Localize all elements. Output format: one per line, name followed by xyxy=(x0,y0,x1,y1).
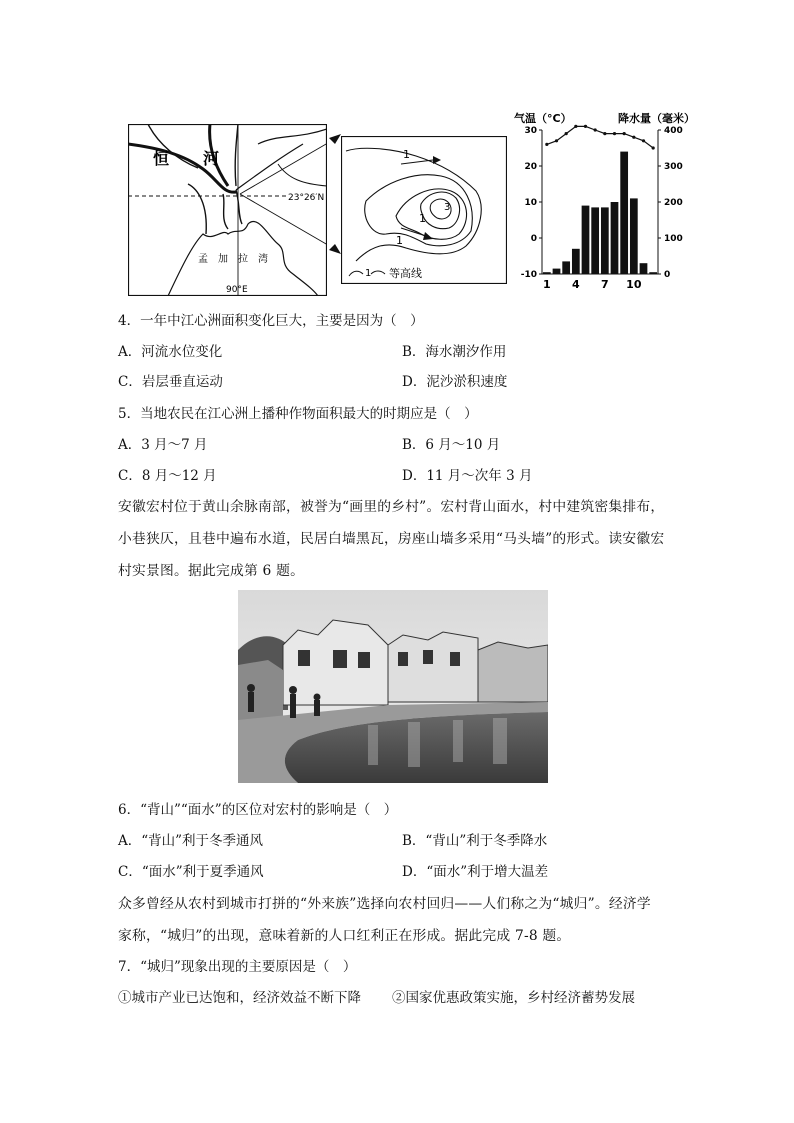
precip-bar xyxy=(601,207,609,274)
contour-label-1c: 1 xyxy=(396,234,403,247)
month-tick-label: 10 xyxy=(626,278,642,291)
precip-bar xyxy=(562,261,570,274)
legend-contour-value: 1 xyxy=(365,268,372,279)
bay-label-4: 湾 xyxy=(258,254,268,265)
precip-bar xyxy=(572,249,580,274)
q6-option-b[interactable]: B．“背山”利于冬季降水 xyxy=(402,833,548,849)
temperature-point xyxy=(594,128,597,131)
river-label-he: 河 xyxy=(203,149,220,168)
precip-bar xyxy=(649,272,657,274)
q4-option-a[interactable]: A．河流水位变化 xyxy=(118,344,223,360)
q6-option-c[interactable]: C．“面水”利于夏季通风 xyxy=(118,864,264,880)
q7-option-1[interactable]: ①城市产业已达饱和，经济效益不断下降 xyxy=(118,990,361,1006)
longitude-label: 90°E xyxy=(226,285,248,295)
precip-tick-label: 300 xyxy=(664,162,683,172)
q7-option-2[interactable]: ②国家优惠政策实施，乡村经济蓄势发展 xyxy=(392,990,635,1006)
precip-tick-label: 400 xyxy=(664,126,683,136)
passage2-line1: 众多曾经从农村到城市打拼的“外来族”选择向农村回归——人们称之为“城归”。经济学 xyxy=(118,896,651,912)
climate-chart xyxy=(512,108,702,296)
temp-tick-label: -10 xyxy=(520,270,537,280)
q6-option-d[interactable]: D．“面水”利于增大温差 xyxy=(402,864,549,880)
contour-label-3: 3 xyxy=(444,202,451,213)
q7-stem: 7．“城归”现象出现的主要原因是（ ） xyxy=(118,959,357,975)
temperature-point xyxy=(584,125,587,128)
temperature-point xyxy=(555,139,558,142)
climate-left-title: 气温（°C） xyxy=(514,112,572,125)
precip-bar xyxy=(611,202,619,274)
q5-option-a[interactable]: A．3 月～7 月 xyxy=(118,437,208,453)
precip-bar xyxy=(553,269,561,274)
q5-option-d[interactable]: D．11 月～次年 3 月 xyxy=(402,468,533,484)
precip-tick-label: 0 xyxy=(664,270,671,280)
month-tick-label: 1 xyxy=(543,278,551,291)
climate-right-title: 降水量（毫米） xyxy=(618,112,695,125)
passage1-line3: 村实景图。据此完成第 6 题。 xyxy=(118,563,305,579)
temperature-point xyxy=(623,132,626,135)
temperature-point xyxy=(632,136,635,139)
temperature-point xyxy=(545,143,548,146)
passage1-line1: 安徽宏村位于黄山余脉南部，被誉为“画里的乡村”。宏村背山面水，村中建筑密集排布， xyxy=(118,499,665,515)
river-label-heng: 恒 xyxy=(153,149,170,168)
q4-option-c[interactable]: C．岩层垂直运动 xyxy=(118,374,223,390)
month-tick-label: 4 xyxy=(572,278,580,291)
q5-option-b[interactable]: B．6 月～10 月 xyxy=(402,437,501,453)
q6-stem: 6．“背山”“面水”的区位对宏村的影响是（ ） xyxy=(118,802,398,818)
precip-tick-label: 100 xyxy=(664,234,683,244)
precip-bar xyxy=(620,152,628,274)
bay-label-2: 加 xyxy=(218,254,228,265)
temp-tick-label: 20 xyxy=(524,162,537,172)
bay-label-3: 拉 xyxy=(238,254,248,265)
temperature-line xyxy=(547,126,653,148)
legend-contour-label: 等高线 xyxy=(389,267,422,280)
contour-map xyxy=(341,136,507,284)
precip-bar xyxy=(640,263,648,274)
contour-label-1b: 1 xyxy=(419,212,426,225)
temperature-point xyxy=(565,132,568,135)
q4-option-b[interactable]: B．海水潮汐作用 xyxy=(402,344,507,360)
temp-tick-label: 0 xyxy=(530,234,537,244)
passage2-line2: 家称，“城归”的出现，意味着新的人口红利正在形成。据此完成 7-8 题。 xyxy=(118,928,571,944)
month-tick-label: 7 xyxy=(601,278,609,291)
temperature-point xyxy=(613,132,616,135)
precip-tick-label: 200 xyxy=(664,198,683,208)
q6-option-a[interactable]: A．“背山”利于冬季通风 xyxy=(118,833,264,849)
precip-bar xyxy=(582,206,590,274)
contour-label-1a: 1 xyxy=(403,148,410,161)
temperature-point xyxy=(603,132,606,135)
q4-stem: 4．一年中江心洲面积变化巨大，主要是因为（ ） xyxy=(118,313,424,329)
q5-stem: 5．当地农民在江心洲上播种作物面积最大的时期应是（ ） xyxy=(118,406,478,422)
precip-bar xyxy=(630,198,638,274)
bay-label-1: 孟 xyxy=(198,254,208,265)
q5-option-c[interactable]: C．8 月～12 月 xyxy=(118,468,217,484)
temp-tick-label: 30 xyxy=(524,126,537,136)
ganges-delta-map xyxy=(128,124,327,296)
hongcun-photo xyxy=(238,590,548,783)
q4-option-d[interactable]: D．泥沙淤积速度 xyxy=(402,374,508,390)
temperature-point xyxy=(652,146,655,149)
latitude-label: 23°26′N xyxy=(288,193,325,203)
temp-tick-label: 10 xyxy=(524,198,537,208)
precip-bar xyxy=(543,272,551,274)
precip-bar xyxy=(591,207,599,274)
temperature-point xyxy=(574,125,577,128)
passage1-line2: 小巷狭仄，且巷中遍布水道，民居白墙黑瓦，房座山墙多采用“马头墙”的形式。读安徽宏 xyxy=(118,531,665,547)
temperature-point xyxy=(642,139,645,142)
